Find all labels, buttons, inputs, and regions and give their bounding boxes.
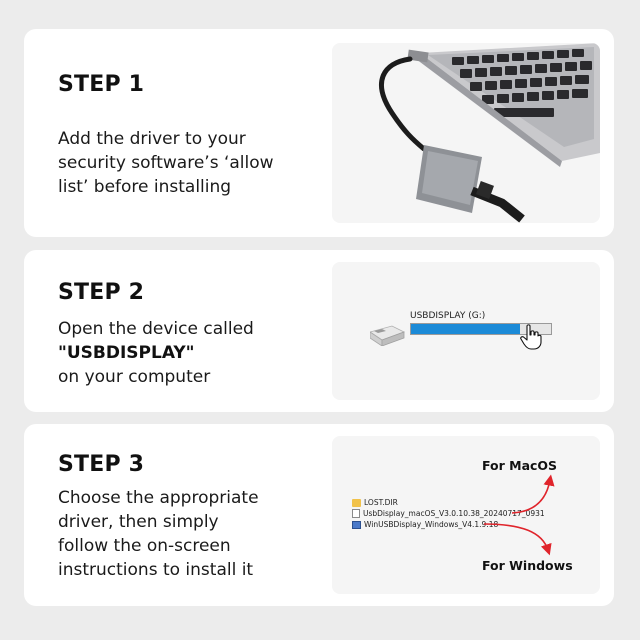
arrow-down-icon: [484, 524, 548, 550]
step-3-line: follow the on-screen: [58, 536, 231, 556]
step-3-line: instructions to install it: [58, 560, 254, 580]
drive-usage-fill: [411, 324, 520, 334]
windows-label: For Windows: [482, 558, 573, 573]
step-1-line: security software’s ‘allow: [58, 153, 274, 173]
file-name: LOST.DIR: [364, 498, 398, 507]
laptop-adapter-illustration: [332, 43, 600, 223]
drive-illustration: [332, 262, 600, 400]
file-name: UsbDisplay_macOS_V3.0.10.38_20240717_0931: [363, 509, 545, 518]
step-2-card: [24, 250, 614, 412]
step-2-device-name: [58, 341, 254, 365]
step-1-line: Add the driver to your: [58, 129, 246, 149]
step-3-line: Choose the appropriate: [58, 488, 259, 508]
drive-label: USBDISPLAY (G:): [410, 311, 486, 321]
step-3-card: [24, 424, 614, 606]
step-2-line: Open the device called: [58, 319, 254, 339]
step-1-title: STEP 1: [58, 72, 145, 97]
step-3-title: STEP 3: [58, 452, 145, 477]
step-3-line: driver, then simply: [58, 512, 219, 532]
laptop-with-usb-adapter-icon: [332, 43, 600, 223]
step-1-line: list’ before installing: [58, 177, 232, 197]
step-2-title: STEP 2: [58, 280, 145, 305]
step-2-line: on your computer: [58, 367, 211, 387]
device-name: "USBDISPLAY": [58, 343, 195, 363]
step-1-card: [24, 29, 614, 237]
step-3-description: [58, 486, 259, 582]
hand-cursor-icon: [520, 324, 542, 350]
driver-files-illustration: [332, 436, 600, 594]
usb-drive-icon: [370, 324, 406, 346]
file-name: WinUSBDisplay_Windows_V4.1.9.18: [364, 520, 499, 529]
step-1-description: [58, 127, 274, 199]
step-2-description: [58, 317, 254, 389]
macos-label: For MacOS: [482, 458, 558, 473]
arrow-up-icon: [512, 480, 550, 513]
